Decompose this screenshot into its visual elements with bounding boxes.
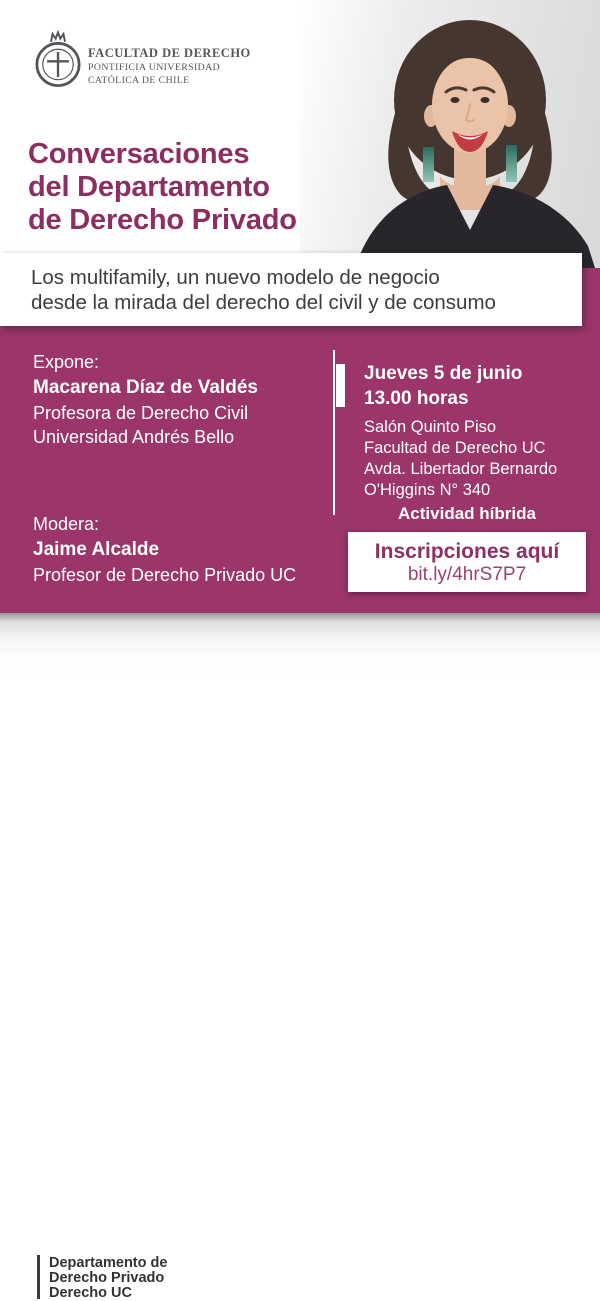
date-venue-block bbox=[364, 361, 557, 501]
column-divider bbox=[333, 350, 335, 515]
venue-line: Salón Quinto Piso bbox=[364, 418, 497, 436]
event-topic-banner bbox=[0, 253, 582, 326]
registration-button[interactable] bbox=[348, 532, 586, 592]
speaker-affiliation: Universidad Andrés Bello bbox=[33, 427, 235, 447]
department-name-line: Derecho Privado bbox=[49, 1270, 165, 1286]
speaker-role: Profesora de Derecho Civil bbox=[33, 403, 249, 423]
university-name bbox=[88, 45, 251, 87]
venue-line: Avda. Libertador Bernardo bbox=[364, 460, 558, 478]
moderator-block bbox=[33, 512, 296, 587]
registration-button-label: Inscripciones aquí bbox=[374, 539, 560, 563]
event-date: Jueves 5 de junio bbox=[364, 363, 523, 384]
department-signature bbox=[37, 1255, 167, 1301]
footer bbox=[0, 613, 600, 1301]
modality-label: Actividad híbrida bbox=[398, 504, 536, 523]
university-seal-icon bbox=[33, 30, 83, 88]
event-time: 13.00 horas bbox=[364, 388, 469, 409]
university-name-line1: PONTIFICIA UNIVERSIDAD bbox=[88, 62, 221, 73]
speaker-name: Macarena Díaz de Valdés bbox=[33, 377, 258, 398]
footer-accent-bar bbox=[37, 1255, 40, 1299]
department-name bbox=[49, 1255, 167, 1301]
department-name-line: Departamento de bbox=[49, 1255, 168, 1271]
department-name-line: Derecho UC bbox=[49, 1285, 132, 1301]
moderator-name: Jaime Alcalde bbox=[33, 539, 160, 560]
date-marker bbox=[336, 364, 345, 407]
event-series-title bbox=[28, 138, 297, 237]
speaker-label: Expone: bbox=[33, 352, 100, 372]
venue-line: O'Higgins N° 340 bbox=[364, 481, 491, 499]
moderator-label: Modera: bbox=[33, 514, 100, 534]
title-line: del Departamento bbox=[28, 171, 270, 203]
topic-line: Los multifamily, un nuevo modelo de negocio bbox=[31, 265, 440, 289]
event-venue bbox=[364, 417, 557, 501]
speaker-block bbox=[33, 350, 258, 449]
title-line: de Derecho Privado bbox=[28, 204, 297, 236]
topic-line: desde la mirada del derecho del civil y de consumo bbox=[31, 290, 496, 314]
university-name-line2: CATÓLICA DE CHILE bbox=[88, 75, 190, 86]
venue-line: Facultad de Derecho UC bbox=[364, 439, 546, 457]
registration-url: bit.ly/4hrS7P7 bbox=[407, 563, 527, 585]
speaker-portrait-illustration bbox=[300, 0, 600, 268]
moderator-role: Profesor de Derecho Privado UC bbox=[33, 565, 297, 585]
faculty-name: FACULTAD DE DERECHO bbox=[88, 46, 251, 60]
university-logo bbox=[33, 30, 83, 93]
title-line: Conversaciones bbox=[28, 138, 250, 170]
speaker-photo bbox=[300, 0, 600, 268]
